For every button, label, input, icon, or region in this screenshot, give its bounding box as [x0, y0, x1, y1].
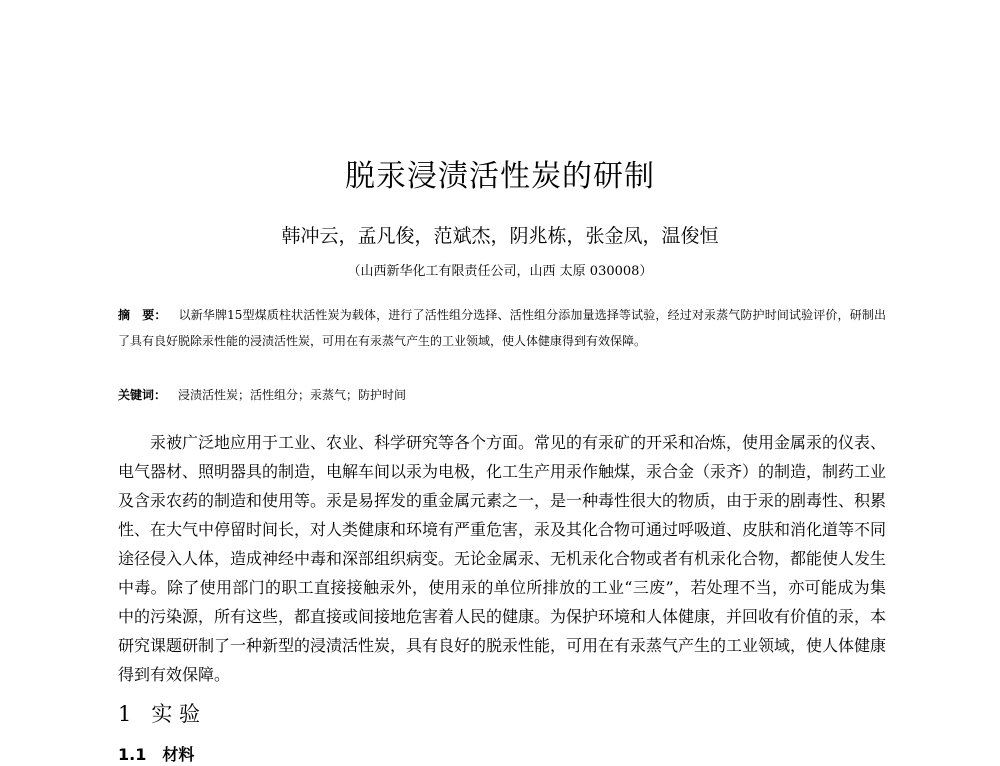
keywords-label: 关键词： — [118, 388, 167, 402]
subsection-number: 1.1 — [118, 745, 147, 764]
subsection-heading — [118, 744, 194, 766]
section-heading — [118, 700, 200, 728]
body-paragraph: 汞被广泛地应用于工业、农业、科学研究等各个方面。常见的有汞矿的开采和冶炼，使用金属汞的仪表、电气器材、照明器具的制造，电解车间以汞为电极，化工生产用汞作触煤，汞合金（汞齐）的制造，制药工业及含汞农药的制造和使用等。汞是易挥发的重金属元素之一，是一种毒性很大的物质，由于汞的剧毒性、积累性、在大气中停留时间长，对人类健康和环境有严重危害，汞及其化合物可通过呼吸道、皮肤和消化道等不同途径侵入人体，造成神经中毒和深部组织病变。无论金属汞、无机汞化合物或者有机汞化合物，都能使人发生中毒。除了使用部门的职工直接接触汞外，使用汞的单位所排放的工业“三废”，若处理不当，亦可能成为集中的污染源，所有这些，都直接或间接地危害着人民的健康。为保护环境和人体健康，并回收有价值的汞，本研究课题研制了一种新型的浸渍活性炭，具有良好的脱汞性能，可用在有汞蒸气产生的工业领域，使人体健康得到有效保障。 — [118, 433, 887, 684]
abstract-label: 摘 要： — [118, 308, 167, 322]
section-title: 实 验 — [151, 702, 201, 726]
subsection-title: 材料 — [162, 745, 195, 764]
abstract-text: 以新华牌15型煤质柱状活性炭为载体，进行了活性组分选择、活性组分添加量选择等试验，经过对汞蒸气防护时间试验评价，研制出了具有良好脱除汞性能的浸渍活性炭，可用在有汞蒸气产生的工业领域，使人体健康得到有效保障。 — [118, 308, 886, 348]
paper-title: 脱汞浸渍活性炭的研制 — [345, 159, 655, 194]
affiliation: （山西新华化工有限责任公司，山西 太原 030008） — [347, 264, 653, 279]
keywords-text: 浸渍活性炭；活性组分；汞蒸气；防护时间 — [178, 388, 407, 402]
author-list: 韩冲云，孟凡俊，范斌杰，阴兆栋，张金凤，温俊恒 — [281, 225, 719, 247]
keywords — [118, 384, 886, 406]
section-number: 1 — [118, 702, 132, 726]
abstract — [118, 302, 886, 354]
